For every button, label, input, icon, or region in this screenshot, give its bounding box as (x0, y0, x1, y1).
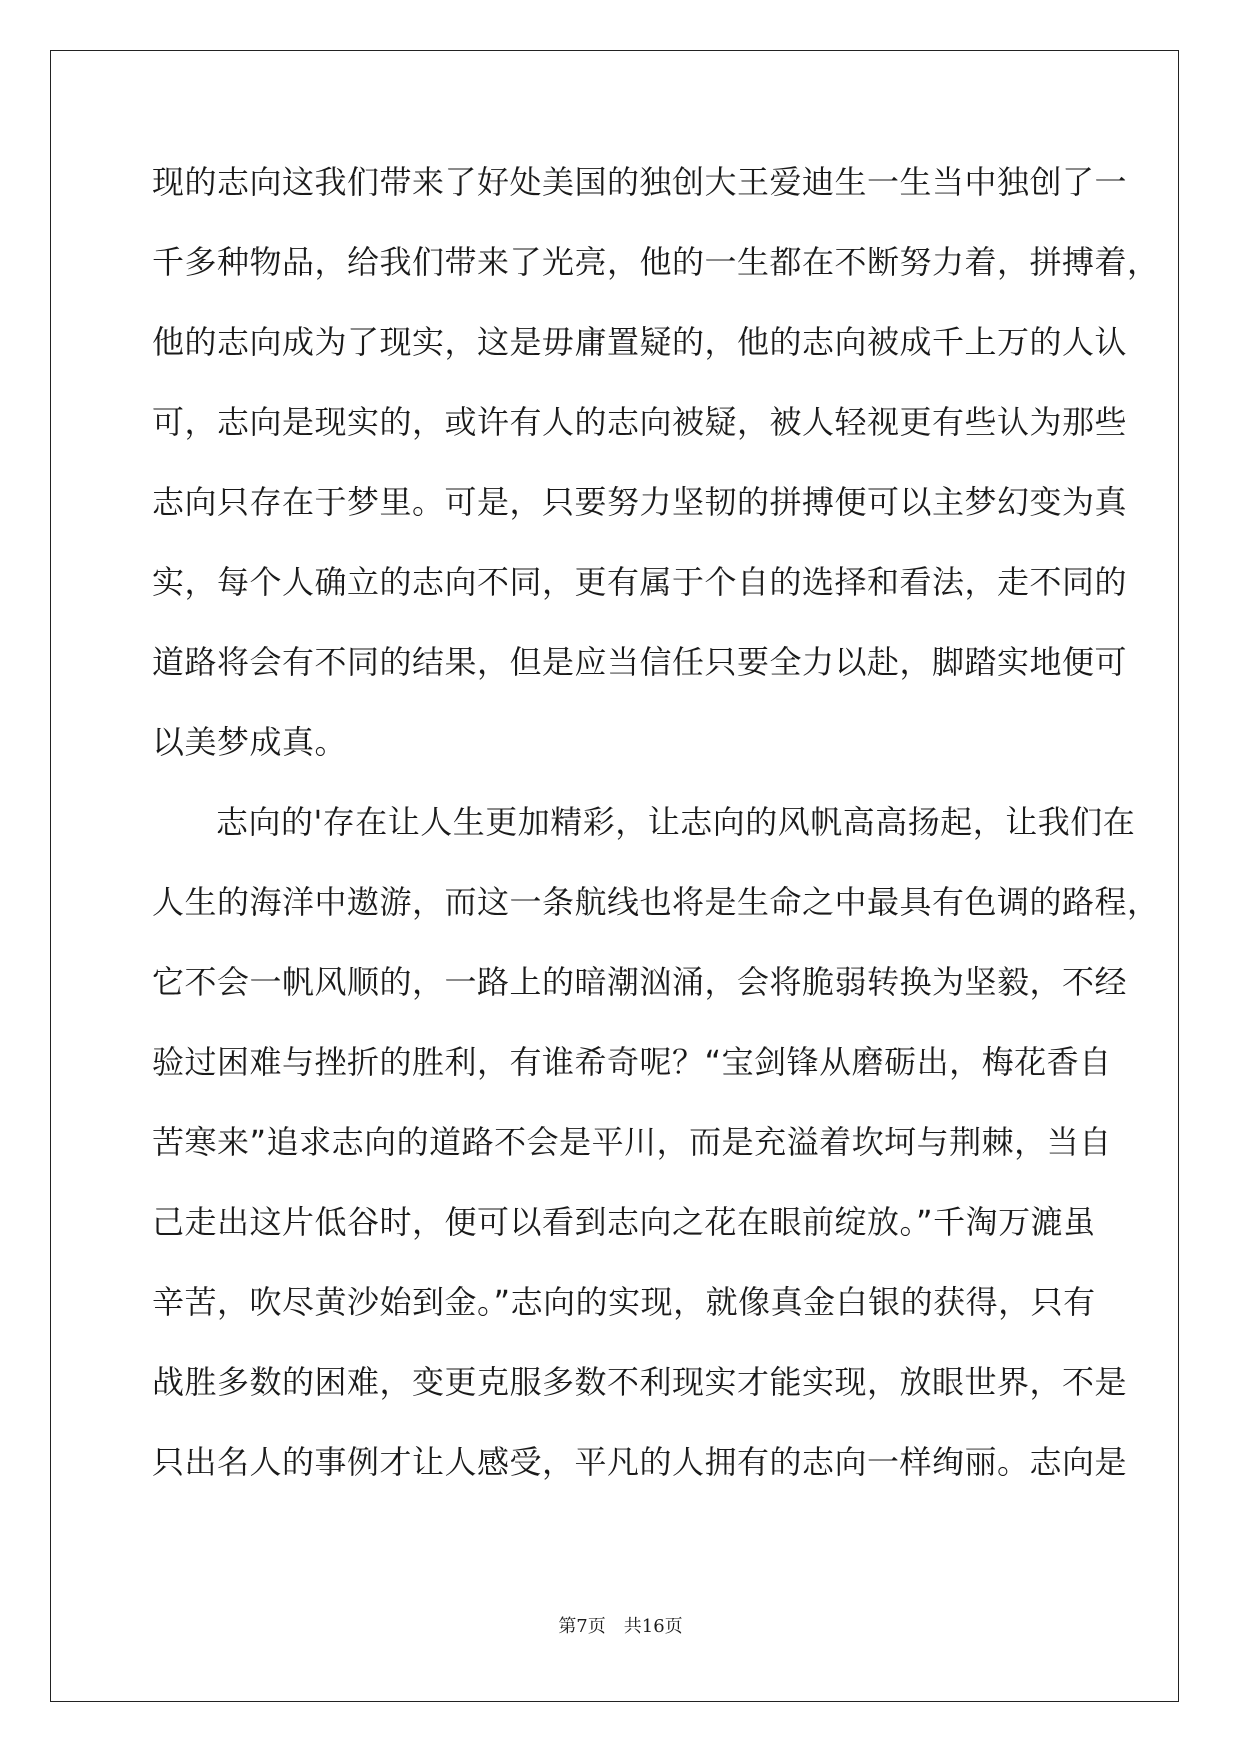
document-body (152, 155, 1160, 1515)
text-line: 验过困难与挫折的胜利，有谁希奇呢？“宝剑锋从磨砺出，梅花香自 (152, 1043, 1112, 1081)
text-line: 他的志向成为了现实，这是毋庸置疑的，他的志向被成千上万的人认 (152, 323, 1128, 361)
text-line: 道路将会有不同的结果，但是应当信任只要全力以赴，脚踏实地便可 (152, 643, 1128, 681)
text-line: 辛苦，吹尽黄沙始到金。”志向的实现，就像真金白银的获得，只有 (152, 1283, 1096, 1321)
text-line: 实，每个人确立的志向不同，更有属于个自的选择和看法，走不同的 (152, 563, 1128, 601)
text-line: 只出名人的事例才让人感受，平凡的人拥有的志向一样绚丽。志向是 (152, 1443, 1128, 1481)
text-line: 人生的海洋中遨游，而这一条航线也将是生命之中最具有色调的路程， (152, 883, 1160, 921)
page-total: 共16页 (623, 1616, 683, 1637)
text-line: 志向只存在于梦里。可是，只要努力坚韧的拼搏便可以主梦幻变为真 (152, 483, 1128, 521)
text-line: 现的志向这我们带来了好处美国的独创大王爱迪生一生当中独创了一 (152, 163, 1128, 201)
text-line: 己走出这片低谷时，便可以看到志向之花在眼前绽放。”千淘万漉虽 (152, 1203, 1096, 1241)
text-line: 它不会一帆风顺的，一路上的暗潮汹涌，会将脆弱转换为坚毅，不经 (152, 963, 1128, 1001)
text-line: 千多种物品，给我们带来了光亮，他的一生都在不断努力着，拼搏着， (152, 243, 1160, 281)
paragraph-first-line: 志向的'存在让人生更加精彩，让志向的风帆高高扬起，让我们在 (216, 803, 1136, 841)
text-line: 以美梦成真。 (152, 723, 348, 761)
text-line: 可，志向是现实的，或许有人的志向被疑，被人轻视更有些认为那些 (152, 403, 1128, 441)
text-line: 战胜多数的困难，变更克服多数不利现实才能实现，放眼世界，不是 (152, 1363, 1128, 1401)
page-number: 第7页 (558, 1616, 606, 1637)
page-footer (0, 1612, 1241, 1638)
text-line: 苦寒来”追求志向的道路不会是平川，而是充溢着坎坷与荆棘，当自 (152, 1123, 1112, 1161)
